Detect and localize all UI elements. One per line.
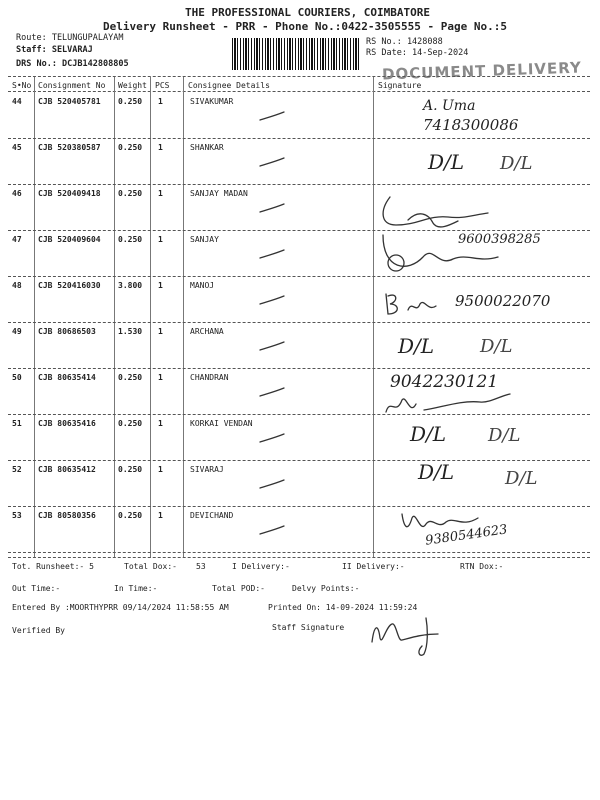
row-sno: 49 (12, 327, 22, 336)
row-weight: 3.800 (118, 281, 143, 290)
barcode-image (232, 38, 360, 70)
staff-signature-scribble (366, 612, 476, 657)
tot-runsheet: Tot. Runsheet:- 5 (12, 562, 94, 571)
handwritten-dl: D/L (480, 336, 513, 357)
row-consignment-no: CJB 80635416 (38, 419, 96, 428)
row-consignee: SIVARAJ (190, 465, 224, 474)
signature-scribble (382, 290, 442, 320)
runsheet-subtitle: Delivery Runsheet - PRR - Phone No.:0422-3505555 - Page No.:5 (103, 20, 507, 33)
ii-delivery: II Delivery:- (342, 562, 405, 571)
tick-mark-icon (258, 478, 288, 492)
row-consignment-no: CJB 520405781 (38, 97, 101, 106)
signature-scribble (398, 508, 488, 538)
row-sno: 51 (12, 419, 22, 428)
tick-mark-icon (258, 432, 288, 446)
verified-by: Verified By (12, 626, 65, 635)
in-time: In Time:- (114, 584, 158, 593)
document-delivery-stamp: DOCUMENT DELIVERY (381, 58, 583, 84)
row-weight: 0.250 (118, 465, 143, 474)
col-signature: Signature (378, 81, 422, 90)
handwritten-dl: D/L (418, 460, 455, 484)
row-sno: 48 (12, 281, 22, 290)
row-weight: 0.250 (118, 143, 143, 152)
rtn-dox: RTN Dox:- (460, 562, 504, 571)
delvy-points: Delvy Points:- (292, 584, 360, 593)
tick-mark-icon (258, 294, 288, 308)
handwritten-phone: 9600398285 (458, 232, 541, 247)
row-consignment-no: CJB 80635414 (38, 373, 96, 382)
handwritten-phone: 9380544623 (424, 522, 509, 549)
handwritten-phone: 9042230121 (390, 372, 499, 392)
handwritten-dl: D/L (398, 334, 435, 358)
row-sno: 47 (12, 235, 22, 244)
row-consignment-no: CJB 80635412 (38, 465, 96, 474)
col-weight: Weight (118, 81, 147, 90)
row-pcs: 1 (158, 373, 163, 382)
row-pcs: 1 (158, 327, 163, 336)
row-sno: 53 (12, 511, 22, 520)
row-pcs: 1 (158, 465, 163, 474)
row-consignment-no: CJB 80580356 (38, 511, 96, 520)
row-pcs: 1 (158, 235, 163, 244)
row-consignment-no: CJB 80686503 (38, 327, 96, 336)
total-pod: Total POD:- (212, 584, 265, 593)
row-consignment-no: CJB 520380587 (38, 143, 101, 152)
handwritten-dl: D/L (410, 422, 447, 446)
row-consignee: KORKAI VENDAN (190, 419, 253, 428)
i-delivery: I Delivery:- (232, 562, 290, 571)
handwritten-dl: D/L (488, 425, 521, 446)
row-weight: 0.250 (118, 373, 143, 382)
row-consignee: CHANDRAN (190, 373, 229, 382)
row-consignee: SANJAY MADAN (190, 189, 248, 198)
col-sno: S•No (12, 81, 32, 90)
row-pcs: 1 (158, 281, 163, 290)
tick-mark-icon (258, 386, 288, 400)
printed-on: Printed On: 14-09-2024 11:59:24 (268, 603, 418, 612)
col-consignee: Consignee Details (188, 81, 270, 90)
company-name: THE PROFESSIONAL COURIERS, COIMBATORE (185, 6, 431, 19)
row-consignment-no: CJB 520416030 (38, 281, 101, 290)
rs-date: RS Date: 14-Sep-2024 (366, 48, 469, 58)
row-weight: 0.250 (118, 419, 143, 428)
row-pcs: 1 (158, 143, 163, 152)
row-consignee: SHANKAR (190, 143, 224, 152)
row-consignment-no: CJB 520409418 (38, 189, 101, 198)
total-dox-value: 53 (196, 562, 206, 571)
staff: Staff: SELVARAJ (16, 45, 93, 55)
tick-mark-icon (258, 156, 288, 170)
row-sno: 46 (12, 189, 22, 198)
handwritten-dl: D/L (505, 468, 538, 489)
route: Route: TELUNGUPALAYAM (16, 33, 124, 43)
col-consignment: Consignment No (38, 81, 106, 90)
handwritten-name: A. Uma (423, 98, 476, 114)
tick-mark-icon (258, 340, 288, 354)
row-sno: 45 (12, 143, 22, 152)
col-pcs: PCS (155, 81, 170, 90)
total-dox-label: Total Dox:- (124, 562, 177, 571)
tick-mark-icon (258, 202, 288, 216)
row-consignment-no: CJB 520409604 (38, 235, 101, 244)
staff-signature-label: Staff Signature (272, 623, 345, 632)
rs-number: RS No.: 1428088 (366, 37, 443, 47)
handwritten-phone: 7418300086 (423, 116, 519, 134)
row-pcs: 1 (158, 97, 163, 106)
tick-mark-icon (258, 524, 288, 538)
tick-mark-icon (258, 110, 288, 124)
row-consignee: SANJAY (190, 235, 219, 244)
handwritten-dl: D/L (500, 153, 533, 174)
row-consignee: ARCHANA (190, 327, 224, 336)
out-time: Out Time:- (12, 584, 61, 593)
row-consignee: SIVAKUMAR (190, 97, 234, 106)
handwritten-dl: D/L (428, 150, 465, 174)
row-sno: 50 (12, 373, 22, 382)
tick-mark-icon (258, 248, 288, 262)
row-pcs: 1 (158, 189, 163, 198)
row-consignee: DEVICHAND (190, 511, 234, 520)
row-weight: 0.250 (118, 189, 143, 198)
drs-number: DRS No.: DCJB142808805 (16, 59, 129, 69)
row-sno: 52 (12, 465, 22, 474)
handwritten-phone: 9500022070 (455, 292, 551, 310)
signature-scribble (378, 195, 508, 275)
row-weight: 0.250 (118, 235, 143, 244)
row-weight: 0.250 (118, 511, 143, 520)
row-sno: 44 (12, 97, 22, 106)
row-pcs: 1 (158, 511, 163, 520)
signature-scribble (380, 390, 520, 420)
entered-by: Entered By :MOORTHYPRR 09/14/2024 11:58:55 AM (12, 603, 229, 612)
row-weight: 1.530 (118, 327, 143, 336)
row-consignee: MANOJ (190, 281, 215, 290)
row-pcs: 1 (158, 419, 163, 428)
row-weight: 0.250 (118, 97, 143, 106)
